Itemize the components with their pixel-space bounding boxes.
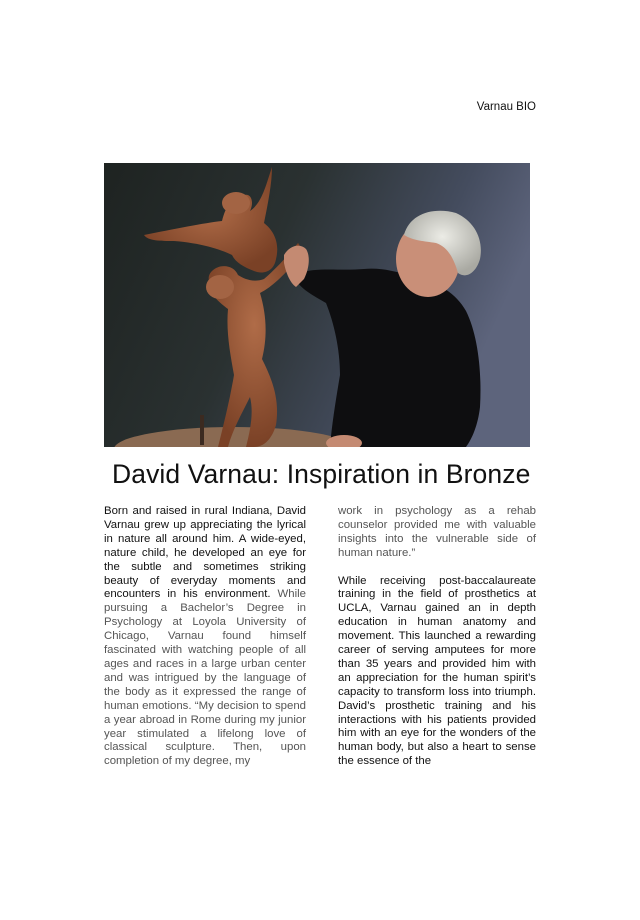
page-header-label: Varnau BIO: [476, 101, 536, 113]
sculptor-photo-illustration: [104, 163, 530, 447]
article-title: David Varnau: Inspiration in Bronze: [112, 459, 531, 489]
left-column-gray-text: While pursuing a Bachelor’s Degree in Psychology at Loyola University of Chicago, Varnau found himself fascinated with watching people of all ages and races in a large urban center and was intrigued by the language of the body as it expressed the range of human emotions. “My decision to spend a year abroad in Rome during my junior year stimulated a lifelong love of classical sculpture. Then, upon completion of my degree, my: [104, 588, 306, 768]
left-column-dark-text: Born and raised in rural Indiana, David Varnau grew up appreciating the lyrical in nature all around him. A wide-eyed, nature child, he developed an eye for the subtle and sometimes striking beauty of everyday moments and encounters in his environment.: [104, 505, 306, 601]
sculptor-photo: [104, 163, 530, 447]
left-column-paragraph: [104, 505, 306, 769]
article-column-right: [338, 505, 536, 769]
right-column-quote-continuation: work in psychology as a rehab counselor provided me with valuable insights into the vulnerable side of human nature.”: [338, 505, 536, 559]
article-column-left: [104, 505, 306, 769]
right-column-paragraph: While receiving post-baccalaureate training in the field of prosthetics at UCLA, Varnau gained an in depth education in human anatomy and movement. This launched a rewarding career of serving amputees for more than 35 years and provided him with an appreciation for the human spirit’s capacity to transform loss into triumph. David’s prosthetic training and his interactions with his patients provided him with an eye for the wonders of the human body, but also a heart to sense the essence of the: [338, 574, 536, 768]
